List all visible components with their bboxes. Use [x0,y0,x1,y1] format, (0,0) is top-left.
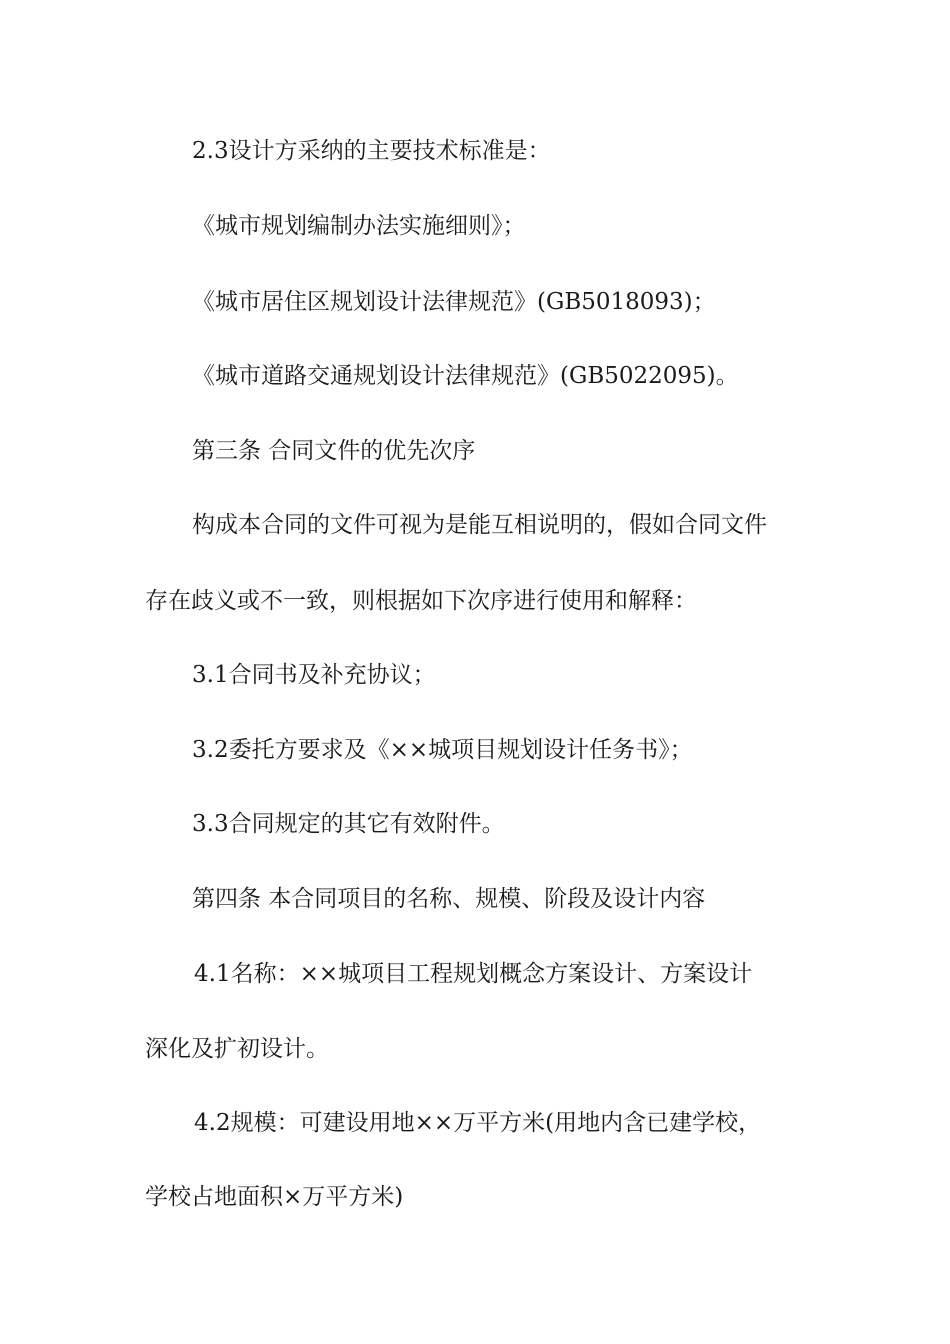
standard-item-3: 《城市道路交通规划设计法律规范》(GB5022095)。 [192,363,739,389]
clause-4-2: 4.2规模：可建设用地××万平方米(用地内含已建学校， [194,1110,762,1136]
clause-2-3-heading: 2.3设计方采纳的主要技术标准是： [192,138,551,164]
clause-3-1: 3.1合同书及补充协议； [192,662,436,688]
paragraph-line: 学校占地面积×万平方米) [145,1184,404,1210]
article-3-heading: 第三条 合同文件的优先次序 [192,438,476,464]
paragraph-line: 深化及扩初设计。 [145,1036,329,1062]
clause-3-3: 3.3合同规定的其它有效附件。 [192,811,505,837]
paragraph-line: 构成本合同的文件可视为是能互相说明的，假如合同文件 [192,512,767,538]
standard-item-1: 《城市规划编制办法实施细则》； [192,213,526,239]
paragraph-line: 存在歧义或不一致，则根据如下次序进行使用和解释： [145,588,697,614]
article-4-heading: 第四条 本合同项目的名称、规模、阶段及设计内容 [192,886,706,912]
clause-3-2: 3.2委托方要求及《××城项目规划设计任务书》； [192,737,693,763]
clause-4-1: 4.1名称：××城项目工程规划概念方案设计、方案设计 [194,961,753,987]
standard-item-2: 《城市居住区规划设计法律规范》(GB5018093)； [192,289,716,315]
